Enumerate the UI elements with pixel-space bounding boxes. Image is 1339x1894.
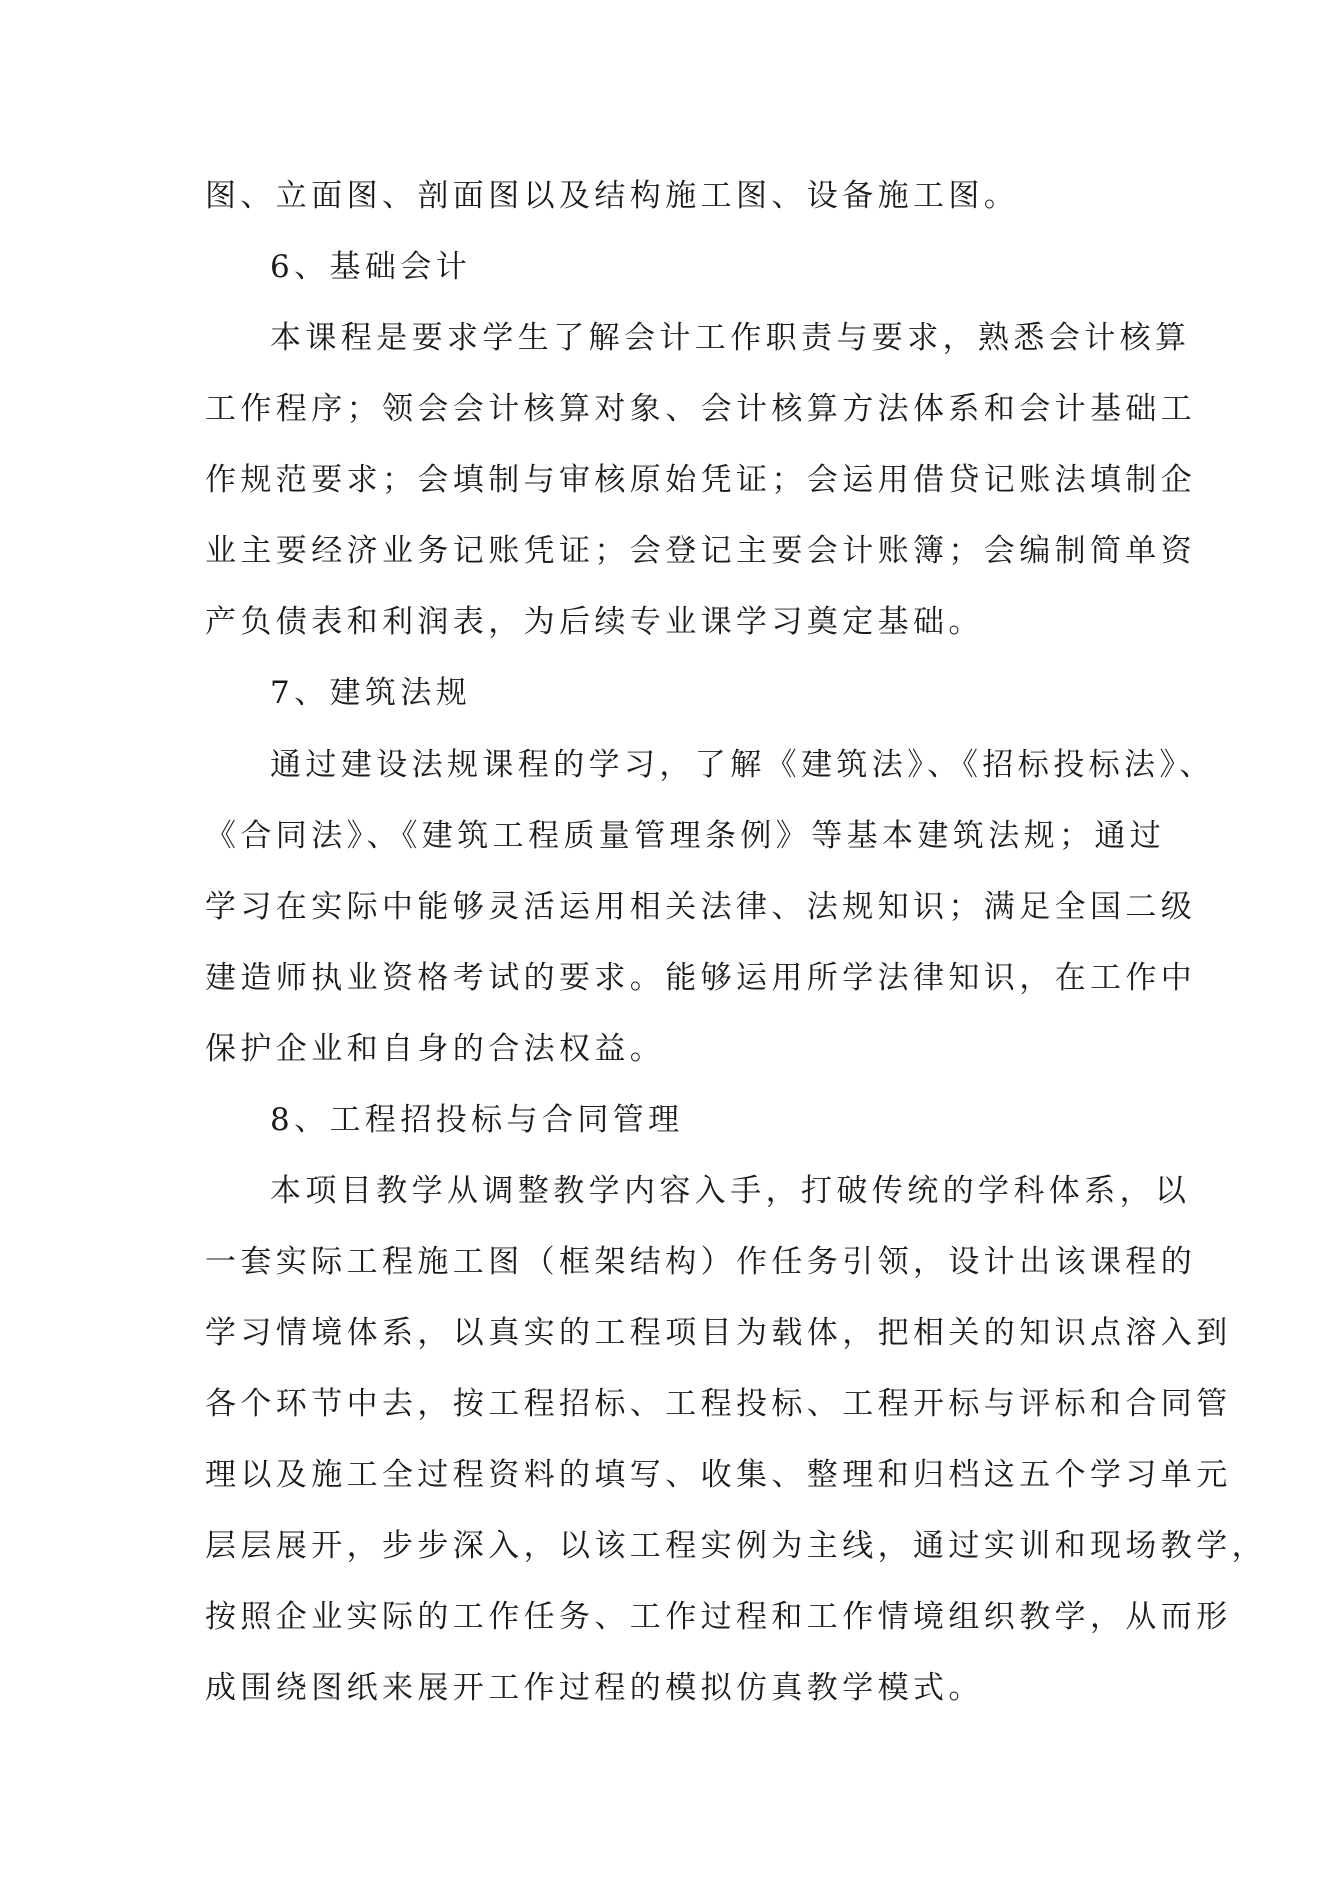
paragraph-line: 工作程序；领会会计核算对象、会计核算方法体系和会计基础工: [205, 391, 1197, 427]
paragraph-line: 层层展开，步步深入，以该工程实例为主线，通过实训和现场教学，: [205, 1528, 1267, 1564]
paragraph-line: 学习情境体系，以真实的工程项目为载体，把相关的知识点溶入到: [205, 1315, 1232, 1351]
paragraph-line: 本课程是要求学生了解会计工作职责与要求，熟悉会计核算: [270, 320, 1191, 356]
paragraph-line: 理以及施工全过程资料的填写、收集、整理和归档这五个学习单元: [205, 1457, 1232, 1493]
paragraph-line: 业主要经济业务记账凭证；会登记主要会计账簿；会编制简单资: [205, 533, 1197, 569]
paragraph-line: 一套实际工程施工图（框架结构）作任务引领，设计出该课程的: [205, 1244, 1197, 1280]
paragraph-line: 作规范要求；会填制与审核原始凭证；会运用借贷记账法填制企: [205, 462, 1197, 498]
paragraph-line: 各个环节中去，按工程招标、工程投标、工程开标与评标和合同管: [205, 1386, 1232, 1422]
paragraph-line: 按照企业实际的工作任务、工作过程和工作情境组织教学，从而形: [205, 1599, 1232, 1635]
paragraph-line: 建造师执业资格考试的要求。能够运用所学法律知识，在工作中: [205, 960, 1197, 996]
paragraph-line: 本项目教学从调整教学内容入手，打破传统的学科体系，以: [270, 1173, 1191, 1209]
paragraph-line: 《合同法》、《建筑工程质量管理条例》等基本建筑法规；通过: [205, 818, 1166, 854]
section-heading-7: 7、建筑法规: [270, 675, 472, 711]
paragraph-line: 成围绕图纸来展开工作过程的模拟仿真教学模式。: [205, 1670, 984, 1706]
paragraph-line: 保护企业和自身的合法权益。: [205, 1031, 666, 1067]
paragraph-line: 产负债表和利润表，为后续专业课学习奠定基础。: [205, 604, 984, 640]
section-heading-6: 6、基础会计: [270, 249, 472, 285]
paragraph-line: 学习在实际中能够灵活运用相关法律、法规知识；满足全国二级: [205, 889, 1197, 925]
paragraph-line: 通过建设法规课程的学习，了解《建筑法》、《招标投标法》、: [270, 747, 1215, 783]
section-heading-8: 8、工程招投标与合同管理: [270, 1102, 684, 1138]
paragraph-line-continuation: 图、立面图、剖面图以及结构施工图、设备施工图。: [205, 178, 1020, 214]
